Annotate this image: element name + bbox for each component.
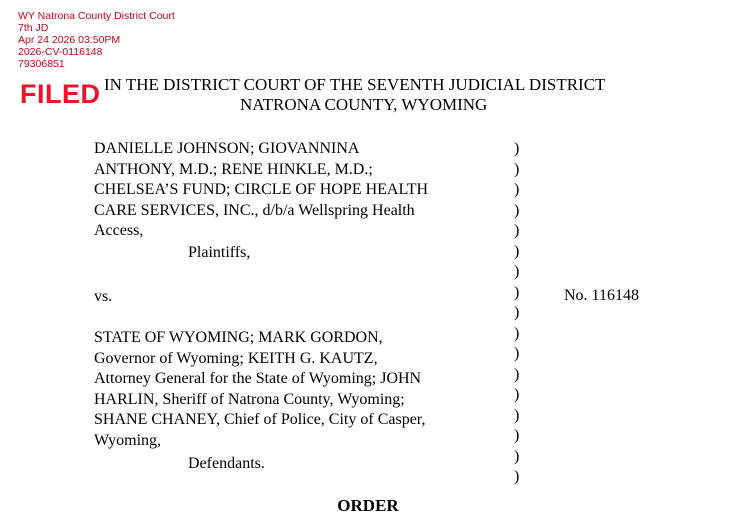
- order-title: ORDER: [337, 496, 399, 515]
- filed-stamp-label: FILED: [20, 79, 101, 109]
- caption-paren: ): [514, 386, 520, 403]
- filing-stamp: [18, 10, 175, 70]
- defendant-line: SHANE CHANEY, Chief of Police, City of Casper,: [94, 411, 426, 428]
- court-heading-line1: IN THE DISTRICT COURT OF THE SEVENTH JUDICIAL DISTRICT: [104, 75, 606, 94]
- caption-paren: ): [514, 427, 520, 444]
- plaintiff-line: CARE SERVICES, INC., d/b/a Wellspring Health: [94, 201, 415, 219]
- caption-paren: ): [514, 304, 520, 321]
- defendant-line: Wyoming,: [94, 431, 162, 449]
- caption-paren-column: [514, 139, 519, 488]
- court-heading-line2: NATRONA COUNTY, WYOMING: [240, 95, 488, 114]
- caption-paren: ): [514, 181, 520, 198]
- defendant-line: Governor of Wyoming; KEITH G. KAUTZ,: [94, 349, 378, 367]
- caption-paren: ): [514, 324, 520, 342]
- caption-paren: ): [514, 222, 520, 239]
- caption-paren: ): [514, 283, 520, 301]
- stamp-datetime: Apr 24 2026 03:50PM: [18, 34, 121, 46]
- caption-paren: ): [514, 140, 520, 157]
- caption-paren: ): [514, 468, 520, 485]
- stamp-court: WY Natrona County District Court: [18, 10, 175, 22]
- caption-paren: ): [514, 242, 520, 260]
- versus-label: vs.: [94, 288, 113, 305]
- stamp-case-number: 2026-CV-0116148: [18, 46, 103, 58]
- plaintiff-line: ANTHONY, M.D.; RENE HINKLE, M.D.;: [94, 160, 373, 178]
- defendants-role: Defendants.: [188, 455, 265, 472]
- caption-paren: ): [514, 406, 520, 424]
- defendant-line: Attorney General for the State of Wyoming; JOHN: [94, 370, 422, 387]
- plaintiff-line: CHELSEA’S FUND; CIRCLE OF HOPE HEALTH: [94, 181, 429, 198]
- defendant-line: HARLIN, Sheriff of Natrona County, Wyoming;: [94, 390, 405, 408]
- defendant-line: STATE OF WYOMING; MARK GORDON,: [94, 329, 383, 346]
- plaintiff-line: DANIELLE JOHNSON; GIOVANNINA: [94, 140, 360, 157]
- stamp-district: 7th JD: [18, 22, 49, 34]
- plaintiffs-role: Plaintiffs,: [188, 244, 251, 261]
- caption-paren: ): [514, 160, 520, 178]
- caption-paren: ): [514, 345, 520, 362]
- caption-paren: ): [514, 365, 520, 383]
- caption-paren: ): [514, 201, 520, 219]
- caption-paren: ): [514, 263, 520, 280]
- case-number: No. 116148: [564, 287, 639, 304]
- caption-paren: ): [514, 447, 520, 465]
- stamp-doc-id: 79306851: [18, 58, 65, 70]
- plaintiff-line: Access,: [94, 222, 144, 239]
